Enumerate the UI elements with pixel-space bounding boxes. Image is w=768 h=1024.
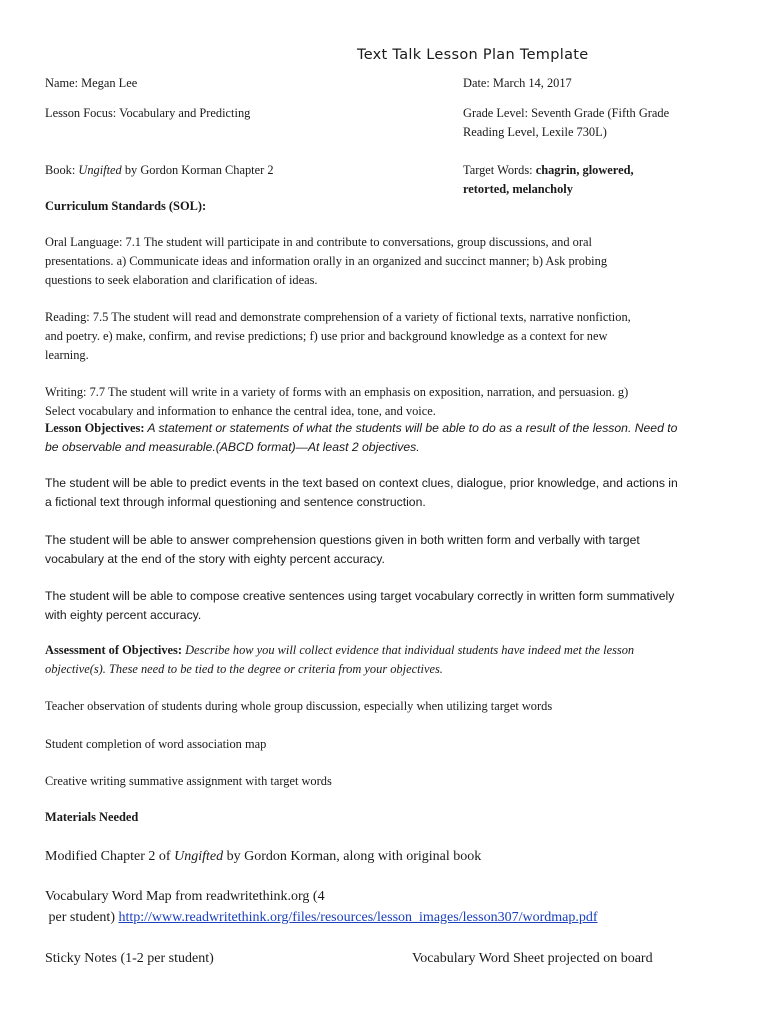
grade-level-line-2: Reading Level, Lexile 730L) <box>463 125 607 139</box>
book-prefix: Book: <box>45 163 79 177</box>
materials-heading: Materials Needed <box>45 810 139 824</box>
writing-standard <box>45 383 710 421</box>
assessment-item-2: Student completion of word association map <box>45 737 267 751</box>
lesson-focus: Lesson Focus: Vocabulary and Predicting <box>45 106 251 120</box>
objective-1-line-2: a fictional text through informal questioning and sentence construction. <box>45 495 426 509</box>
objective-3-line-1: The student will be able to compose creative sentences using target vocabulary correctly in written form summatively <box>45 589 675 603</box>
assessment-heading: Assessment of Objectives: <box>45 643 182 657</box>
objective-1 <box>45 474 710 512</box>
assessment-note-1: Describe how you will collect evidence that individual students have indeed met the lesson <box>181 643 635 657</box>
target-word-1: chagrin, glower <box>535 163 619 177</box>
grade-level-line-1: Grade Level: Seventh Grade (Fifth Grade <box>463 106 670 120</box>
grade-level <box>463 104 669 142</box>
reading-line-3: learning. <box>45 348 89 362</box>
material-1-title: Ungifted <box>174 849 224 864</box>
objectives-header <box>45 419 710 457</box>
assessment-header <box>45 641 710 679</box>
objective-2-line-1: The student will be able to answer comprehension questions given in both written form and verbally with target <box>45 533 640 547</box>
book-title: Ungifted <box>78 163 122 177</box>
material-2-line-1: Vocabulary Word Map from readwritethink.org (4 <box>45 889 325 904</box>
assessment-note-2: objective(s). These need to be tied to the degree or criteria from your objectives. <box>45 662 443 676</box>
material-1 <box>45 846 481 867</box>
date-field: Date: March 14, 2017 <box>463 76 572 90</box>
material-4: Vocabulary Word Sheet projected on board <box>412 951 653 966</box>
oral-line-1: Oral Language: 7.1 The student will participate in and contribute to conversations, group discussions, and oral <box>45 235 592 249</box>
target-word-2: retort <box>463 182 494 196</box>
oral-language-standard <box>45 233 710 290</box>
standards-heading: Curriculum Standards (SOL): <box>45 199 207 213</box>
objectives-note-1: A statement or statements of what the students will be able to do as a result of the lesson. Need to <box>144 421 678 435</box>
reading-line-2: and poetry. e) make, confirm, and revise predictions; f) use prior and background knowledge as a context for new <box>45 329 608 343</box>
reading-line-1: Reading: 7.5 The student will read and demonstrate comprehension of a variety of fictional texts, narrative nonfiction, <box>45 310 631 324</box>
writing-line-2: Select vocabulary and information to enhance the central idea, tone, and voice. <box>45 404 436 418</box>
book-suffix: by Gordon Korman Chapter 2 <box>121 163 274 177</box>
objectives-heading: Lesson Objectives: <box>45 421 145 435</box>
objective-3-line-2: with eighty percent accuracy. <box>45 608 202 622</box>
material-1-prefix: Modified Chapter 2 of <box>45 849 175 864</box>
writing-line-1: Writing: 7.7 The student will write in a variety of forms with an emphasis on exposition, narration, and persuasion. g) <box>45 385 629 399</box>
book-field <box>45 161 274 180</box>
objective-1-line-1: The student will be able to predict events in the text based on context clues, dialogue, prior knowledge, and actions in <box>45 476 678 490</box>
assessment-item-1: Teacher observation of students during whole group discussion, especially when utilizing target words <box>45 699 553 713</box>
wordmap-link[interactable]: http://www.readwritethink.org/files/resources/lesson_images/lesson307/wordmap.pdf <box>118 910 598 925</box>
assessment-item-3: Creative writing summative assignment with target words <box>45 774 332 788</box>
objective-2-line-2: vocabulary at the end of the story with eighty percent accuracy. <box>45 552 385 566</box>
oral-line-3: questions to seek elaboration and clarification of ideas. <box>45 273 318 287</box>
objective-2 <box>45 531 710 569</box>
material-2-prefix: per student) <box>45 910 119 925</box>
target-words <box>463 161 703 199</box>
target-word-2-suffix: ed, <box>493 182 513 196</box>
material-2 <box>45 886 598 928</box>
target-words-prefix: Target Words: <box>463 163 536 177</box>
document-title: Text Talk Lesson Plan Template <box>357 47 589 63</box>
oral-line-2: presentations. a) Communicate ideas and information orally in an organized and succinct manner; b) Ask probing <box>45 254 608 268</box>
target-word-1-suffix: ed, <box>618 163 634 177</box>
objectives-note-2: be observable and measurable.(ABCD format)—At least 2 objectives. <box>45 440 420 454</box>
target-word-3: melancholy <box>512 182 573 196</box>
name-field: Name: Megan Lee <box>45 76 138 90</box>
reading-standard <box>45 308 710 365</box>
objective-3 <box>45 587 710 625</box>
material-3: Sticky Notes (1-2 per student) <box>45 951 214 966</box>
material-1-suffix: by Gordon Korman, along with original book <box>223 849 482 864</box>
